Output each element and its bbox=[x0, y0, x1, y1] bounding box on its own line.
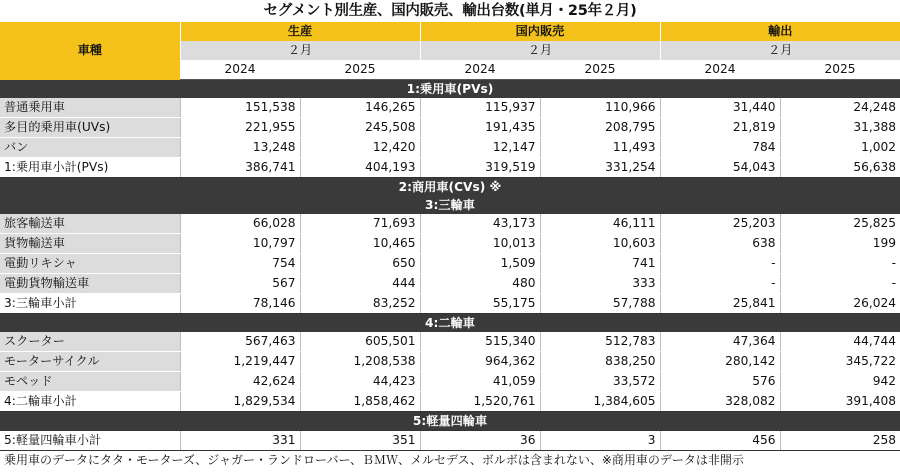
value-cell: 258 bbox=[780, 431, 900, 451]
value-cell: 245,508 bbox=[300, 118, 420, 138]
value-cell: 31,440 bbox=[660, 98, 780, 118]
value-cell: 3 bbox=[540, 431, 660, 451]
value-cell: 1,384,605 bbox=[540, 392, 660, 412]
value-cell: 47,364 bbox=[660, 332, 780, 352]
value-cell: 754 bbox=[180, 254, 300, 274]
value-cell: 71,693 bbox=[300, 214, 420, 234]
value-cell: 319,519 bbox=[420, 158, 540, 178]
value-cell: 1,858,462 bbox=[300, 392, 420, 412]
section-header-row bbox=[0, 196, 900, 214]
month-header-domestic-sales: ２月 bbox=[420, 41, 660, 60]
table-row bbox=[0, 234, 900, 254]
year-header: 2024 bbox=[180, 60, 300, 80]
table-title: セグメント別生産、国内販売、輸出台数(単月・25年２月) bbox=[263, 3, 637, 19]
value-cell: 328,082 bbox=[660, 392, 780, 412]
value-cell: 456 bbox=[660, 431, 780, 451]
value-cell: 638 bbox=[660, 234, 780, 254]
row-label: モーターサイクル bbox=[0, 352, 180, 372]
value-cell: 26,024 bbox=[780, 294, 900, 314]
value-cell: 391,408 bbox=[780, 392, 900, 412]
value-cell: 605,501 bbox=[300, 332, 420, 352]
year-header: 2025 bbox=[780, 60, 900, 80]
value-cell: 1,002 bbox=[780, 138, 900, 158]
subtotal-row bbox=[0, 294, 900, 314]
table-row bbox=[0, 98, 900, 118]
row-label: バン bbox=[0, 138, 180, 158]
section-title: 2:商用車(CVs) ※ bbox=[0, 178, 900, 197]
value-cell: 46,111 bbox=[540, 214, 660, 234]
value-cell: - bbox=[780, 254, 900, 274]
value-cell: 25,203 bbox=[660, 214, 780, 234]
table-row bbox=[0, 214, 900, 234]
value-cell: 110,966 bbox=[540, 98, 660, 118]
table-row bbox=[0, 372, 900, 392]
value-cell: 280,142 bbox=[660, 352, 780, 372]
value-cell: 221,955 bbox=[180, 118, 300, 138]
row-label: 4:二輪車小計 bbox=[0, 392, 180, 412]
value-cell: 480 bbox=[420, 274, 540, 294]
value-cell: 10,465 bbox=[300, 234, 420, 254]
value-cell: 386,741 bbox=[180, 158, 300, 178]
value-cell: 31,388 bbox=[780, 118, 900, 138]
value-cell: 1,829,534 bbox=[180, 392, 300, 412]
section-title: 1:乗用車(PVs) bbox=[0, 80, 900, 99]
value-cell: 199 bbox=[780, 234, 900, 254]
value-cell: 1,520,761 bbox=[420, 392, 540, 412]
value-cell: 41,059 bbox=[420, 372, 540, 392]
value-cell: 10,797 bbox=[180, 234, 300, 254]
value-cell: 78,146 bbox=[180, 294, 300, 314]
value-cell: 444 bbox=[300, 274, 420, 294]
value-cell: 838,250 bbox=[540, 352, 660, 372]
value-cell: 12,420 bbox=[300, 138, 420, 158]
table-row bbox=[0, 118, 900, 138]
group-header-domestic-sales: 国内販売 bbox=[420, 22, 660, 41]
table-body bbox=[0, 80, 900, 451]
year-header: 2025 bbox=[300, 60, 420, 80]
value-cell: 515,340 bbox=[420, 332, 540, 352]
table-row bbox=[0, 138, 900, 158]
value-cell: 83,252 bbox=[300, 294, 420, 314]
value-cell: 964,362 bbox=[420, 352, 540, 372]
section-title: 5:軽量四輪車 bbox=[0, 412, 900, 431]
table-row bbox=[0, 274, 900, 294]
year-header: 2024 bbox=[420, 60, 540, 80]
value-cell: 13,248 bbox=[180, 138, 300, 158]
value-cell: 942 bbox=[780, 372, 900, 392]
month-header-production: ２月 bbox=[180, 41, 420, 60]
section-title: 4:二輪車 bbox=[0, 314, 900, 333]
value-cell: 351 bbox=[300, 431, 420, 451]
row-label: 普通乗用車 bbox=[0, 98, 180, 118]
vehicle-type-header: 車種 bbox=[0, 22, 180, 80]
value-cell: 741 bbox=[540, 254, 660, 274]
row-label: 電動リキシャ bbox=[0, 254, 180, 274]
value-cell: 650 bbox=[300, 254, 420, 274]
row-label: モペッド bbox=[0, 372, 180, 392]
value-cell: 25,825 bbox=[780, 214, 900, 234]
row-label: 5:軽量四輪車小計 bbox=[0, 431, 180, 451]
value-cell: 567 bbox=[180, 274, 300, 294]
value-cell: 10,013 bbox=[420, 234, 540, 254]
value-cell: 56,638 bbox=[780, 158, 900, 178]
footnote: 乗用車のデータにタタ・モーターズ、ジャガー・ランドローバー、ＢＭＷ、メルセデス、ボルボは含まれない、※商用車のデータは非開示 bbox=[4, 453, 744, 467]
section-header-row bbox=[0, 314, 900, 333]
row-label: 多目的乗用車(UVs) bbox=[0, 118, 180, 138]
table-row bbox=[0, 332, 900, 352]
row-label: 1:乗用車小計(PVs) bbox=[0, 158, 180, 178]
group-header-exports: 輸出 bbox=[660, 22, 900, 41]
value-cell: 57,788 bbox=[540, 294, 660, 314]
value-cell: 1,208,538 bbox=[300, 352, 420, 372]
value-cell: 1,509 bbox=[420, 254, 540, 274]
value-cell: 146,265 bbox=[300, 98, 420, 118]
year-header: 2024 bbox=[660, 60, 780, 80]
table-row bbox=[0, 352, 900, 372]
value-cell: - bbox=[780, 274, 900, 294]
value-cell: 54,043 bbox=[660, 158, 780, 178]
value-cell: 567,463 bbox=[180, 332, 300, 352]
subtotal-row bbox=[0, 158, 900, 178]
row-label: 3:三輪車小計 bbox=[0, 294, 180, 314]
value-cell: 333 bbox=[540, 274, 660, 294]
value-cell: 55,175 bbox=[420, 294, 540, 314]
value-cell: 33,572 bbox=[540, 372, 660, 392]
value-cell: 576 bbox=[660, 372, 780, 392]
value-cell: 11,493 bbox=[540, 138, 660, 158]
value-cell: - bbox=[660, 274, 780, 294]
value-cell: 25,841 bbox=[660, 294, 780, 314]
value-cell: 43,173 bbox=[420, 214, 540, 234]
row-label: スクーター bbox=[0, 332, 180, 352]
section-title: 3:三輪車 bbox=[0, 196, 900, 214]
value-cell: 42,624 bbox=[180, 372, 300, 392]
value-cell: 151,538 bbox=[180, 98, 300, 118]
statistics-table bbox=[0, 22, 900, 451]
value-cell: 784 bbox=[660, 138, 780, 158]
value-cell: 115,937 bbox=[420, 98, 540, 118]
subtotal-row bbox=[0, 392, 900, 412]
month-header-exports: ２月 bbox=[660, 41, 900, 60]
subtotal-row bbox=[0, 431, 900, 451]
value-cell: 208,795 bbox=[540, 118, 660, 138]
value-cell: 345,722 bbox=[780, 352, 900, 372]
value-cell: 191,435 bbox=[420, 118, 540, 138]
value-cell: 331,254 bbox=[540, 158, 660, 178]
value-cell: 12,147 bbox=[420, 138, 540, 158]
row-label: 電動貨物輸送車 bbox=[0, 274, 180, 294]
value-cell: 404,193 bbox=[300, 158, 420, 178]
value-cell: - bbox=[660, 254, 780, 274]
value-cell: 36 bbox=[420, 431, 540, 451]
section-header-row bbox=[0, 412, 900, 431]
section-header-row bbox=[0, 80, 900, 99]
year-header: 2025 bbox=[540, 60, 660, 80]
value-cell: 10,603 bbox=[540, 234, 660, 254]
value-cell: 21,819 bbox=[660, 118, 780, 138]
section-header-row bbox=[0, 178, 900, 197]
value-cell: 1,219,447 bbox=[180, 352, 300, 372]
value-cell: 24,248 bbox=[780, 98, 900, 118]
value-cell: 331 bbox=[180, 431, 300, 451]
value-cell: 512,783 bbox=[540, 332, 660, 352]
table-row bbox=[0, 254, 900, 274]
value-cell: 44,423 bbox=[300, 372, 420, 392]
row-label: 旅客輸送車 bbox=[0, 214, 180, 234]
group-header-production: 生産 bbox=[180, 22, 420, 41]
row-label: 貨物輸送車 bbox=[0, 234, 180, 254]
value-cell: 44,744 bbox=[780, 332, 900, 352]
value-cell: 66,028 bbox=[180, 214, 300, 234]
